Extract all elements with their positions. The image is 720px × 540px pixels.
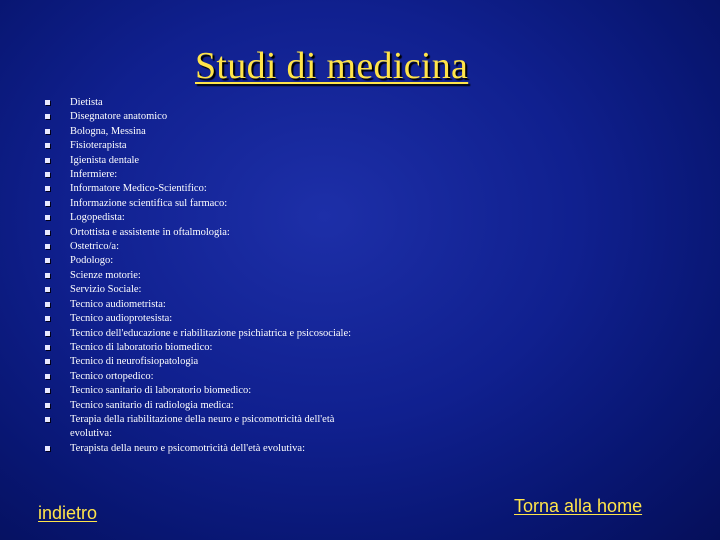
square-bullet-icon bbox=[45, 331, 50, 336]
list-item bbox=[43, 370, 363, 384]
list-item bbox=[43, 240, 363, 254]
square-bullet-icon bbox=[45, 374, 50, 379]
list-item bbox=[43, 154, 363, 168]
square-bullet-icon bbox=[45, 100, 50, 105]
square-bullet-icon bbox=[45, 302, 50, 307]
list-item bbox=[43, 139, 363, 153]
list-item-label: Tecnico di laboratorio biomedico: bbox=[70, 341, 213, 353]
list-item bbox=[43, 110, 363, 124]
list-item bbox=[43, 312, 363, 326]
list-item bbox=[43, 96, 363, 110]
list-item-label: Tecnico dell'educazione e riabilitazione psichiatrica e psicosociale: bbox=[70, 327, 352, 339]
list-item-label: Disegnatore anatomico bbox=[70, 111, 168, 123]
list-item-label: Igienista dentale bbox=[70, 154, 140, 166]
list-item-label: Informazione scientifica sul farmaco: bbox=[70, 197, 228, 209]
list-item-label: Infermiere: bbox=[70, 169, 118, 181]
square-bullet-icon bbox=[45, 158, 50, 163]
list-item-label: Ortottista e assistente in oftalmologia: bbox=[70, 226, 230, 238]
list-item-label: Terapia della riabilitazione della neuro e psicomotricità dell'età evolutiva: bbox=[70, 413, 335, 440]
list-item-label: Ostetrico/a: bbox=[70, 241, 119, 253]
list-item bbox=[43, 254, 363, 268]
square-bullet-icon bbox=[45, 215, 50, 220]
list-item bbox=[43, 327, 363, 341]
square-bullet-icon bbox=[45, 388, 50, 393]
list-item-label: Tecnico sanitario di laboratorio biomedico: bbox=[70, 385, 252, 397]
list-item-label: Tecnico di neurofisiopatologia bbox=[70, 356, 199, 368]
home-link[interactable]: Torna alla home bbox=[514, 496, 643, 516]
back-link[interactable]: indietro bbox=[38, 503, 98, 523]
square-bullet-icon bbox=[45, 417, 50, 422]
list-item bbox=[43, 384, 363, 398]
square-bullet-icon bbox=[45, 287, 50, 292]
square-bullet-icon bbox=[45, 403, 50, 408]
list-item-label: Podologo: bbox=[70, 255, 114, 267]
list-item bbox=[43, 182, 363, 196]
list-item bbox=[43, 269, 363, 283]
square-bullet-icon bbox=[45, 345, 50, 350]
list-item-label: Tecnico ortopedico: bbox=[70, 370, 154, 382]
square-bullet-icon bbox=[45, 258, 50, 263]
slide-title: Studi di medicina bbox=[195, 45, 469, 87]
list-item bbox=[43, 442, 363, 456]
list-item-label: Terapista della neuro e psicomotricità dell'età evolutiva: bbox=[70, 442, 305, 454]
course-list bbox=[43, 96, 363, 456]
list-item-label: Bologna, Messina bbox=[70, 125, 146, 137]
list-item-label: Informatore Medico-Scientifico: bbox=[70, 183, 207, 195]
square-bullet-icon bbox=[45, 172, 50, 177]
square-bullet-icon bbox=[45, 201, 50, 206]
square-bullet-icon bbox=[45, 114, 50, 119]
list-item-label: Fisioterapista bbox=[70, 140, 127, 152]
square-bullet-icon bbox=[45, 244, 50, 249]
square-bullet-icon bbox=[45, 186, 50, 191]
list-item-label: Logopedista: bbox=[70, 212, 125, 224]
square-bullet-icon bbox=[45, 143, 50, 148]
list-item bbox=[43, 211, 363, 225]
square-bullet-icon bbox=[45, 273, 50, 278]
list-item bbox=[43, 341, 363, 355]
list-item-label: Dietista bbox=[70, 97, 103, 108]
list-item bbox=[43, 283, 363, 297]
square-bullet-icon bbox=[45, 446, 50, 451]
list-item bbox=[43, 125, 363, 139]
square-bullet-icon bbox=[45, 230, 50, 235]
list-item-label: Scienze motorie: bbox=[70, 269, 141, 281]
square-bullet-icon bbox=[45, 359, 50, 364]
list-item bbox=[43, 226, 363, 240]
list-item bbox=[43, 197, 363, 211]
list-item-label: Servizio Sociale: bbox=[70, 284, 142, 296]
list-item-label: Tecnico sanitario di radiologia medica: bbox=[70, 399, 234, 411]
list-item bbox=[43, 355, 363, 369]
list-item-label: Tecnico audioprotesista: bbox=[70, 313, 173, 325]
square-bullet-icon bbox=[45, 316, 50, 321]
square-bullet-icon bbox=[45, 129, 50, 134]
list-item bbox=[43, 168, 363, 182]
list-item-label: Tecnico audiometrista: bbox=[70, 298, 166, 310]
list-item bbox=[43, 298, 363, 312]
list-item bbox=[43, 413, 363, 442]
list-item bbox=[43, 399, 363, 413]
